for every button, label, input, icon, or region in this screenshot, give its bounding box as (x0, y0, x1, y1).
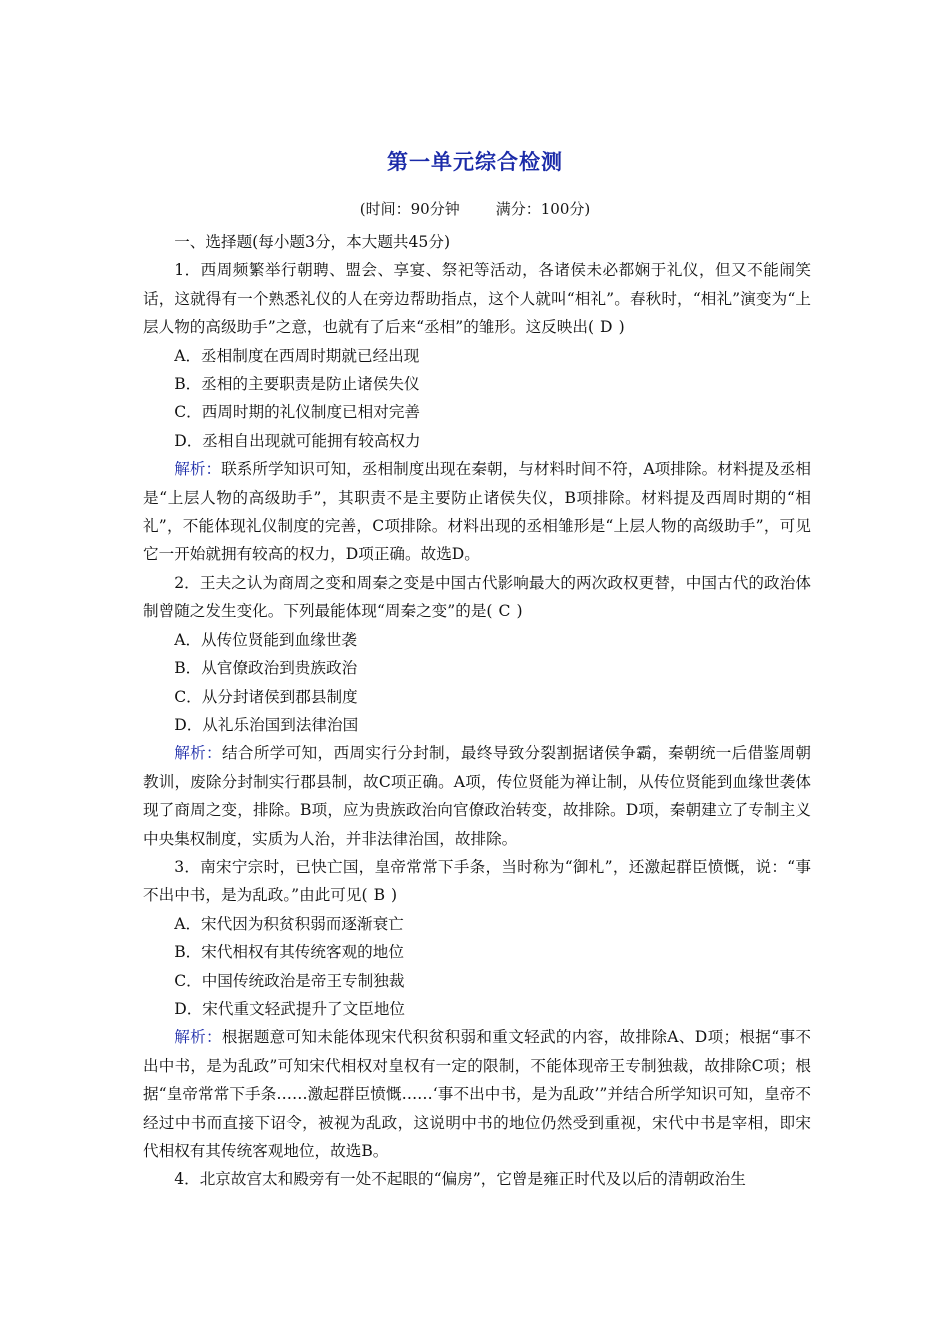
question-1-option-c: C．西周时期的礼仪制度已相对完善 (174, 403, 421, 422)
question-2-explanation: 解析：结合所学可知，西周实行分封制，最终导致分裂割据诸侯争霸，秦朝统一后借鉴周朝教训，废除分封制实行郡县制，故C项正确。A项，传位贤能为禅让制，从传位贤能到血缘世袭体现了商周之变，排除。B项，应为贵族政治向官僚政治转变，故排除。D项，秦朝建立了专制主义中央集权制度，实质为人治，并非法律治国，故排除。 (143, 744, 811, 848)
exam-score: 满分：100分) (495, 200, 591, 218)
question-2-option-b: B．从官僚政治到贵族政治 (174, 659, 358, 678)
question-1-explanation: 解析：联系所学知识可知，丞相制度出现在秦朝，与材料时间不符，A项排除。材料提及丞相是“上层人物的高级助手”，其职责不是主要防止诸侯失仪，B项排除。材料提及西周时期的“相礼”，不能体现礼仪制度的完善，C项排除。材料出现的丞相雏形是“上层人物的高级助手”，可见它一开始就拥有较高的权力，D项正确。故选D。 (143, 460, 811, 564)
question-2-answer: C (498, 602, 511, 621)
question-1-option-a: A．丞相制度在西周时期就已经出现 (174, 346, 420, 365)
document-body (143, 228, 811, 1194)
explanation-label: 解析： (174, 1028, 222, 1047)
question-4-stem: 4．北京故宫太和殿旁有一处不起眼的“偏房”，它曾是雍正时代及以后的清朝政治生 (174, 1170, 746, 1189)
question-1-option-b: B．丞相的主要职责是防止诸侯失仪 (174, 375, 420, 394)
question-1-option-d: D．丞相自出现就可能拥有较高权力 (174, 431, 421, 450)
explanation-label: 解析： (174, 460, 222, 479)
exam-time: (时间：90分钟 (359, 200, 460, 218)
section-heading: 一、选择题(每小题3分，本大题共45分) (174, 233, 451, 251)
page-title: 第一单元综合检测 (387, 150, 563, 174)
explanation-label: 解析： (174, 744, 222, 763)
question-3-answer: B (373, 886, 386, 905)
question-3-option-a: A．宋代因为积贫积弱而逐渐衰亡 (174, 914, 404, 933)
question-2-option-d: D．从礼乐治国到法律治国 (174, 715, 359, 734)
question-3-option-d: D．宋代重文轻武提升了文臣地位 (174, 999, 406, 1018)
question-1-stem: 1．西周频繁举行朝聘、盟会、享宴、祭祀等活动，各诸侯未必都娴于礼仪，但又不能闹笑话，这就得有一个熟悉礼仪的人在旁边帮助指点，这个人就叫“相礼”。春秋时，“相礼”演变为“上层人物的高级助手”之意，也就有了后来“丞相”的雏形。这反映出( D ) (143, 261, 811, 337)
question-2-option-c: C．从分封诸侯到郡县制度 (174, 687, 358, 706)
question-3-explanation: 解析：根据题意可知未能体现宋代积贫积弱和重文轻武的内容，故排除A、D项；根据“事不出中书，是为乱政”可知宋代相权对皇权有一定的限制，不能体现帝王专制独裁，故排除C项；根据“皇帝常常下手条……激起群臣愤慨……‘事不出中书，是为乱政’”并结合所学知识可知，皇帝不经过中书而直接下诏令，被视为乱政，这说明中书的地位仍然受到重视，宋代中书是宰相，即宋代相权有其传统客观地位，故选B。 (143, 1028, 811, 1160)
question-2-option-a: A．从传位贤能到血缘世袭 (174, 630, 357, 649)
question-3-option-c: C．中国传统政治是帝王专制独裁 (174, 971, 405, 990)
question-3-option-b: B．宋代相权有其传统客观的地位 (174, 943, 404, 962)
question-1-answer: D (600, 318, 613, 337)
question-2-stem: 2．王夫之认为商周之变和周秦之变是中国古代影响最大的两次政权更替，中国古代的政治体制曾随之发生变化。下列最能体现“周秦之变”的是( C ) (143, 573, 811, 621)
question-3-stem: 3．南宋宁宗时，已快亡国，皇帝常常下手条，当时称为“御札”，还激起群臣愤慨，说：“事不出中书，是为乱政。”由此可见( B ) (143, 857, 811, 905)
exam-meta (0, 198, 950, 219)
